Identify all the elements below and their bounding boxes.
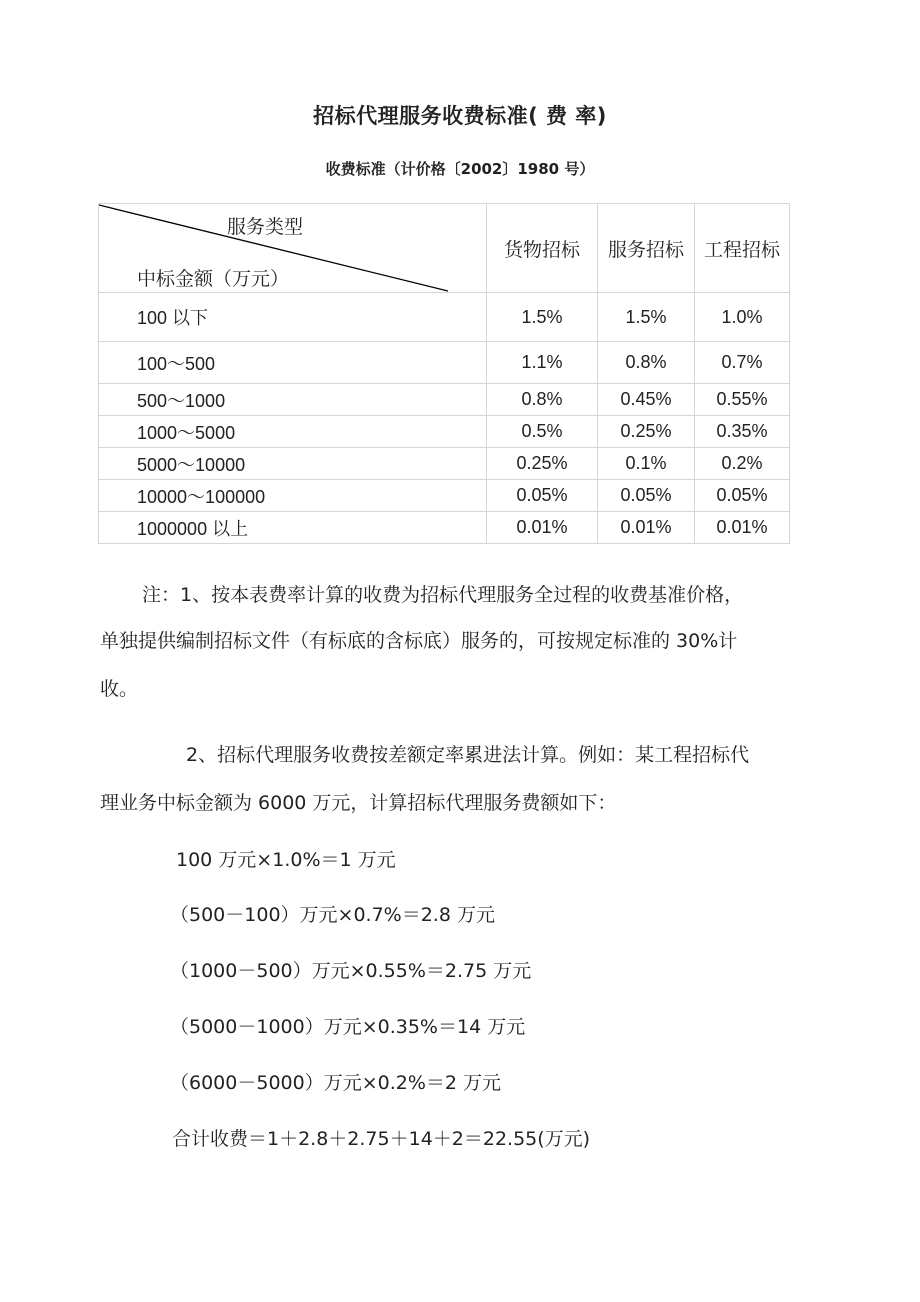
fee-rate-table xyxy=(98,203,790,544)
row-label: 1000～5000 xyxy=(99,416,487,448)
rate-cell: 1.1% xyxy=(487,342,598,384)
rate-cell: 0.2% xyxy=(695,448,790,480)
table-header-row xyxy=(99,204,790,293)
rate-cell: 0.45% xyxy=(598,384,695,416)
calc-line: （500－100）万元×0.7%＝2.8 万元 xyxy=(170,904,495,926)
table-row xyxy=(99,416,790,448)
note-1-line-2: 单独提供编制招标文件（有标底的含标底）服务的，可按规定标准的 30%计 xyxy=(100,630,738,652)
table-row xyxy=(99,384,790,416)
rate-cell: 0.01% xyxy=(598,512,695,544)
rate-cell: 0.55% xyxy=(695,384,790,416)
rate-cell: 0.35% xyxy=(695,416,790,448)
rate-cell: 0.05% xyxy=(598,480,695,512)
diagonal-header-cell xyxy=(99,204,487,293)
calc-line: 100 万元×1.0%＝1 万元 xyxy=(176,849,396,871)
rate-cell: 0.1% xyxy=(598,448,695,480)
row-label: 5000～10000 xyxy=(99,448,487,480)
header-bid-amount: 中标金额（万元） xyxy=(137,269,290,290)
note-1-line-1: 注：1、按本表费率计算的收费为招标代理服务全过程的收费基准价格， xyxy=(142,584,744,606)
row-label: 500～1000 xyxy=(99,384,487,416)
rate-cell: 0.01% xyxy=(695,512,790,544)
column-header-engineering: 工程招标 xyxy=(695,204,790,293)
note-1-line-3: 收。 xyxy=(100,678,139,700)
row-label: 100～500 xyxy=(99,342,487,384)
table-row xyxy=(99,512,790,544)
calc-total-line: 合计收费＝1＋2.8＋2.75＋14＋2＝22.55(万元) xyxy=(172,1128,591,1150)
rate-cell: 1.5% xyxy=(598,293,695,342)
table-row xyxy=(99,448,790,480)
row-label: 1000000 以上 xyxy=(99,512,487,544)
column-header-goods: 货物招标 xyxy=(487,204,598,293)
table-row xyxy=(99,293,790,342)
rate-cell: 0.01% xyxy=(487,512,598,544)
calc-line: （1000－500）万元×0.55%＝2.75 万元 xyxy=(170,960,532,982)
rate-cell: 0.25% xyxy=(598,416,695,448)
page-title: 招标代理服务收费标准( 费 率) xyxy=(313,104,607,128)
note-2-line-1: 2、招标代理服务收费按差额定率累进法计算。例如：某工程招标代 xyxy=(186,744,750,766)
rate-cell: 0.8% xyxy=(487,384,598,416)
page-subtitle: 收费标准（计价格〔2002〕1980 号） xyxy=(325,160,595,178)
header-service-type: 服务类型 xyxy=(227,217,304,238)
rate-cell: 0.05% xyxy=(487,480,598,512)
calc-line: （6000－5000）万元×0.2%＝2 万元 xyxy=(170,1072,502,1094)
calc-line: （5000－1000）万元×0.35%＝14 万元 xyxy=(170,1016,526,1038)
rate-cell: 1.5% xyxy=(487,293,598,342)
table-row xyxy=(99,342,790,384)
column-header-services: 服务招标 xyxy=(598,204,695,293)
rate-cell: 0.8% xyxy=(598,342,695,384)
note-2-line-2: 理业务中标金额为 6000 万元，计算招标代理服务费额如下： xyxy=(100,792,617,814)
row-label: 10000～100000 xyxy=(99,480,487,512)
rate-cell: 0.7% xyxy=(695,342,790,384)
rate-cell: 0.25% xyxy=(487,448,598,480)
table-row xyxy=(99,480,790,512)
rate-cell: 0.5% xyxy=(487,416,598,448)
rate-cell: 1.0% xyxy=(695,293,790,342)
rate-cell: 0.05% xyxy=(695,480,790,512)
row-label: 100 以下 xyxy=(99,293,487,342)
